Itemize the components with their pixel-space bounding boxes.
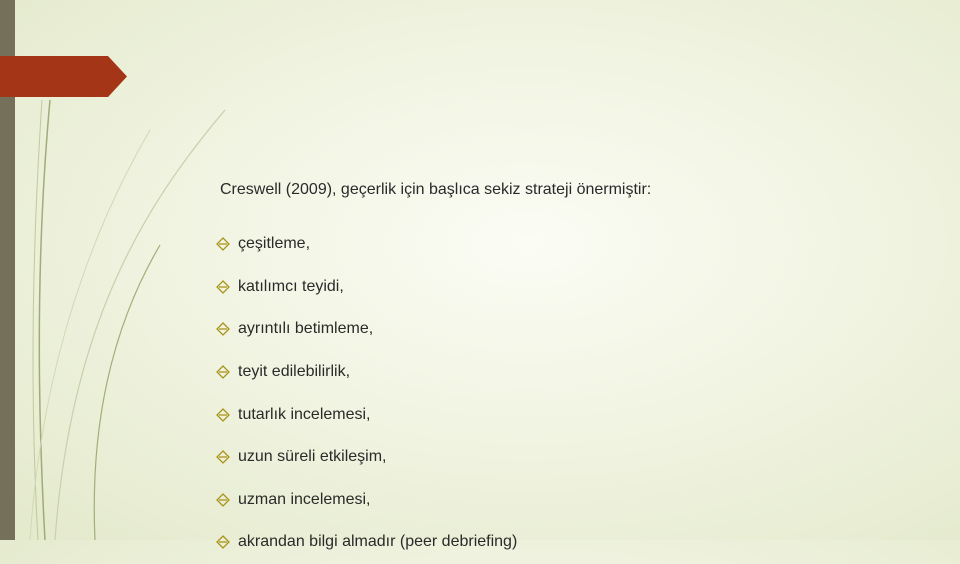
strategy-list xyxy=(216,223,517,564)
diamond-arrow-bullet-icon xyxy=(216,365,230,379)
diamond-arrow-bullet-icon xyxy=(216,280,230,294)
list-item-label: ayrıntılı betimleme, xyxy=(238,320,374,338)
list-item xyxy=(216,223,517,266)
diamond-arrow-bullet-icon xyxy=(216,237,230,251)
diamond-arrow-bullet-icon xyxy=(216,535,230,549)
list-item-label: katılımcı teyidi, xyxy=(238,277,344,295)
list-item-label: uzun süreli etkileşim, xyxy=(238,448,387,466)
list-item xyxy=(216,393,517,436)
list-item-label: akrandan bilgi almadır (peer debriefing) xyxy=(238,533,518,551)
list-item-label: tutarlık incelemesi, xyxy=(238,405,371,423)
diamond-arrow-bullet-icon xyxy=(216,450,230,464)
list-item-label: uzman incelemesi, xyxy=(238,490,371,508)
intro-text: Creswell (2009), geçerlik için başlıca sekiz strateji önermiştir: xyxy=(220,181,652,198)
diamond-arrow-bullet-icon xyxy=(216,408,230,422)
list-item xyxy=(216,308,517,351)
slide-content xyxy=(216,0,936,551)
list-item xyxy=(216,521,517,564)
list-item xyxy=(216,351,517,394)
list-item-label: çeşitleme, xyxy=(238,235,311,253)
diamond-arrow-bullet-icon xyxy=(216,322,230,336)
decorative-lines xyxy=(0,0,240,540)
list-item xyxy=(216,436,517,479)
diamond-arrow-bullet-icon xyxy=(216,493,230,507)
list-item xyxy=(216,479,517,522)
list-item xyxy=(216,266,517,309)
list-item-label: teyit edilebilirlik, xyxy=(238,363,351,381)
